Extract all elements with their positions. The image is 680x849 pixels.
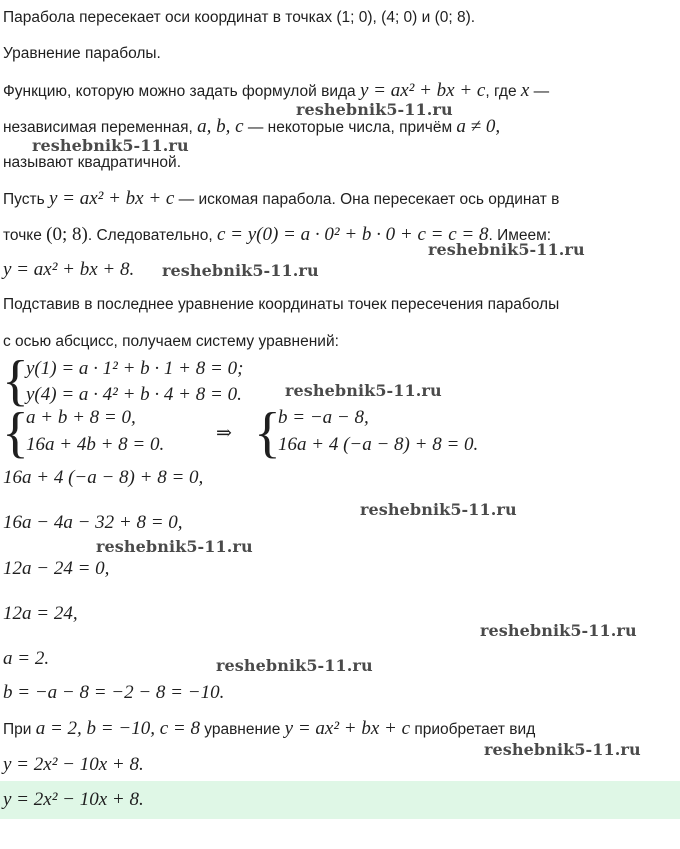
reasoning-line-2: точке (0; 8). Следовательно, c = y(0) = a · 0² + b · 0 + c = c = 8. Имеем: [3, 224, 552, 245]
watermark: reshebnik5-11.ru [285, 381, 442, 400]
system-brace-3: { [254, 402, 281, 464]
reasoning-line-3: Подставив в последнее уравнение координаты точек пересечения параболы [3, 296, 560, 313]
answer-equation: y = 2x² − 10x + 8. [3, 789, 144, 810]
system-eq-2: y(4) = a · 4² + b · 4 + 8 = 0. [26, 384, 242, 405]
system-eq-5: b = −a − 8, [278, 407, 369, 428]
reasoning-line-1: Пусть y = ax² + bx + c — искомая парабола. Она пересекает ось ординат в [3, 188, 560, 209]
solution-step-4: 12a = 24, [3, 603, 78, 624]
watermark: reshebnik5-11.ru [162, 261, 319, 280]
system-eq-3: a + b + 8 = 0, [26, 407, 136, 428]
system-brace-2: { [2, 402, 29, 464]
reasoning-line-4: с осью абсцисс, получаем систему уравнений: [3, 333, 339, 350]
solution-step-3: 12a − 24 = 0, [3, 558, 110, 579]
solution-step-1: 16a + 4 (−a − 8) + 8 = 0, [3, 467, 204, 488]
section-heading: Уравнение параболы. [3, 45, 161, 62]
equation-y: y = ax² + bx + 8. [3, 259, 135, 280]
definition-line-3: называют квадратичной. [3, 154, 182, 171]
solution-step-2: 16a − 4a − 32 + 8 = 0, [3, 512, 183, 533]
watermark: reshebnik5-11.ru [480, 621, 637, 640]
definition-line-2: независимая переменная, a, b, c — некоторые числа, причём a ≠ 0, [3, 116, 501, 137]
watermark: reshebnik5-11.ru [360, 500, 517, 519]
intro-line: Парабола пересекает оси координат в точках (1; 0), (4; 0) и (0; 8). [3, 9, 476, 26]
system-eq-4: 16a + 4b + 8 = 0. [26, 434, 165, 455]
solution-step-5: a = 2. [3, 648, 50, 669]
result-equation: y = 2x² − 10x + 8. [3, 754, 144, 775]
solution-step-6: b = −a − 8 = −2 − 8 = −10. [3, 682, 225, 703]
system-brace-1: { [2, 350, 29, 412]
system-eq-1: y(1) = a · 1² + b · 1 + 8 = 0; [26, 358, 244, 379]
definition-line-1: Функцию, которую можно задать формулой вида y = ax² + bx + c, где x — [3, 80, 550, 101]
watermark: reshebnik5-11.ru [216, 656, 373, 675]
conclusion-line: При a = 2, b = −10, c = 8 уравнение y = ax² + bx + c приобретает вид [3, 718, 536, 739]
watermark: reshebnik5-11.ru [428, 240, 585, 259]
implies-arrow: ⇒ [216, 423, 232, 444]
system-eq-6: 16a + 4 (−a − 8) + 8 = 0. [278, 434, 479, 455]
watermark: reshebnik5-11.ru [484, 740, 641, 759]
watermark: reshebnik5-11.ru [296, 100, 453, 119]
watermark: reshebnik5-11.ru [96, 537, 253, 556]
watermark: reshebnik5-11.ru [32, 136, 189, 155]
